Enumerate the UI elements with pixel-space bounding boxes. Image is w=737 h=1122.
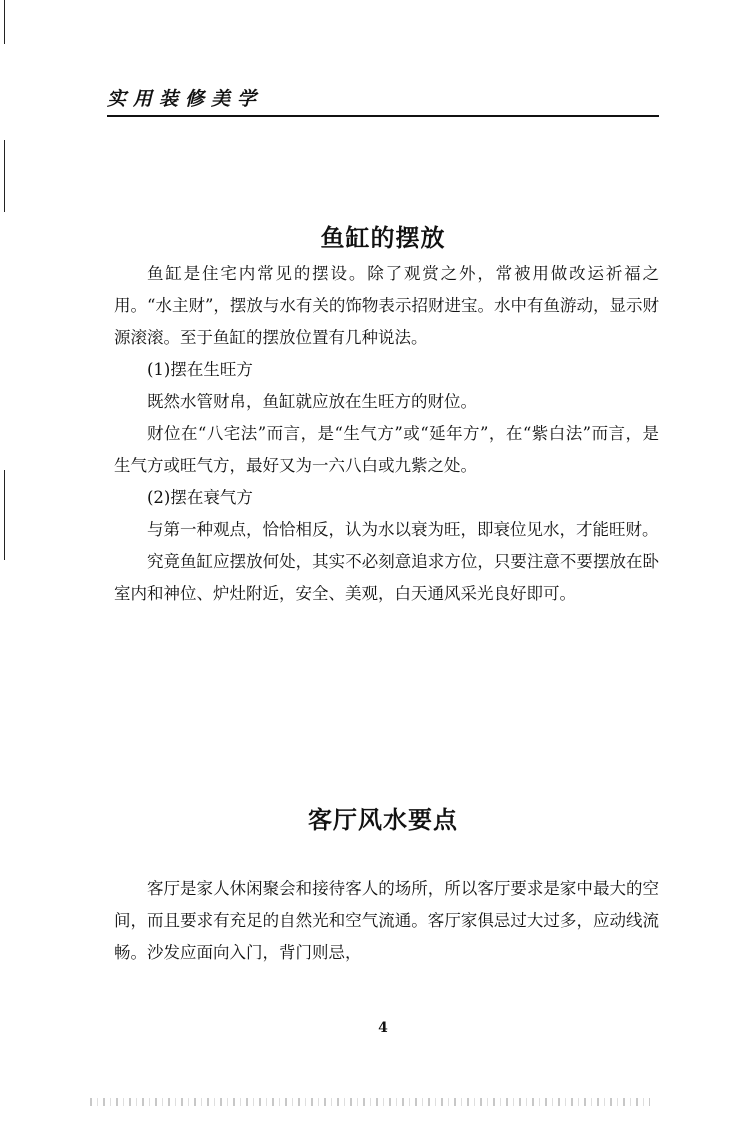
paragraph: 财位在“八宅法”而言，是“生气方”或“延年方”，在“紫白法”而言，是生气方或旺气方，最好又为一六八白或九紫之处。: [114, 424, 659, 475]
paragraph: 客厅是家人休闲聚会和接待客人的场所，所以客厅要求是家中最大的空间，而且要求有充足的自然光和空气流通。客厅家俱忌过大过多，应动线流畅。沙发应面向入门，背门则忌，: [114, 879, 659, 962]
paragraph: 鱼缸是住宅内常见的摆设。除了观赏之外，常被用做改运祈福之用。“水主财”，摆放与水有关的饰物表示招财进宝。水中有鱼游动，显示财源滚滚。至于鱼缸的摆放位置有几种说法。: [114, 264, 659, 347]
running-header-title: 实用装修美学: [107, 88, 264, 110]
page-number: 4: [378, 1020, 388, 1036]
scan-edge-mark: [4, 470, 5, 560]
paragraph: 与第一种观点，恰恰相反，认为水以衰为旺，即衰位见水，才能旺财。: [147, 520, 659, 539]
section-body-living-room: [114, 873, 659, 969]
scan-noise-strip: [90, 1098, 650, 1106]
section-title-fish-tank: 鱼缸的摆放: [320, 224, 446, 252]
subheading: (2)摆在衰气方: [147, 488, 253, 507]
paragraph: 既然水管财帛，鱼缸就应放在生旺方的财位。: [147, 392, 477, 411]
paragraph: 究竟鱼缸应摆放何处，其实不必刻意追求方位，只要注意不要摆放在卧室内和神位、炉灶附近，安全、美观，白天通风采光良好即可。: [114, 552, 659, 603]
scan-edge-mark: [4, 140, 5, 212]
scan-edge-mark: [4, 0, 5, 44]
running-header: [107, 84, 659, 114]
subheading: (1)摆在生旺方: [147, 360, 253, 379]
section-body-fish-tank: [114, 258, 659, 610]
header-rule: [107, 115, 659, 117]
section-title-living-room: 客厅风水要点: [308, 806, 458, 834]
